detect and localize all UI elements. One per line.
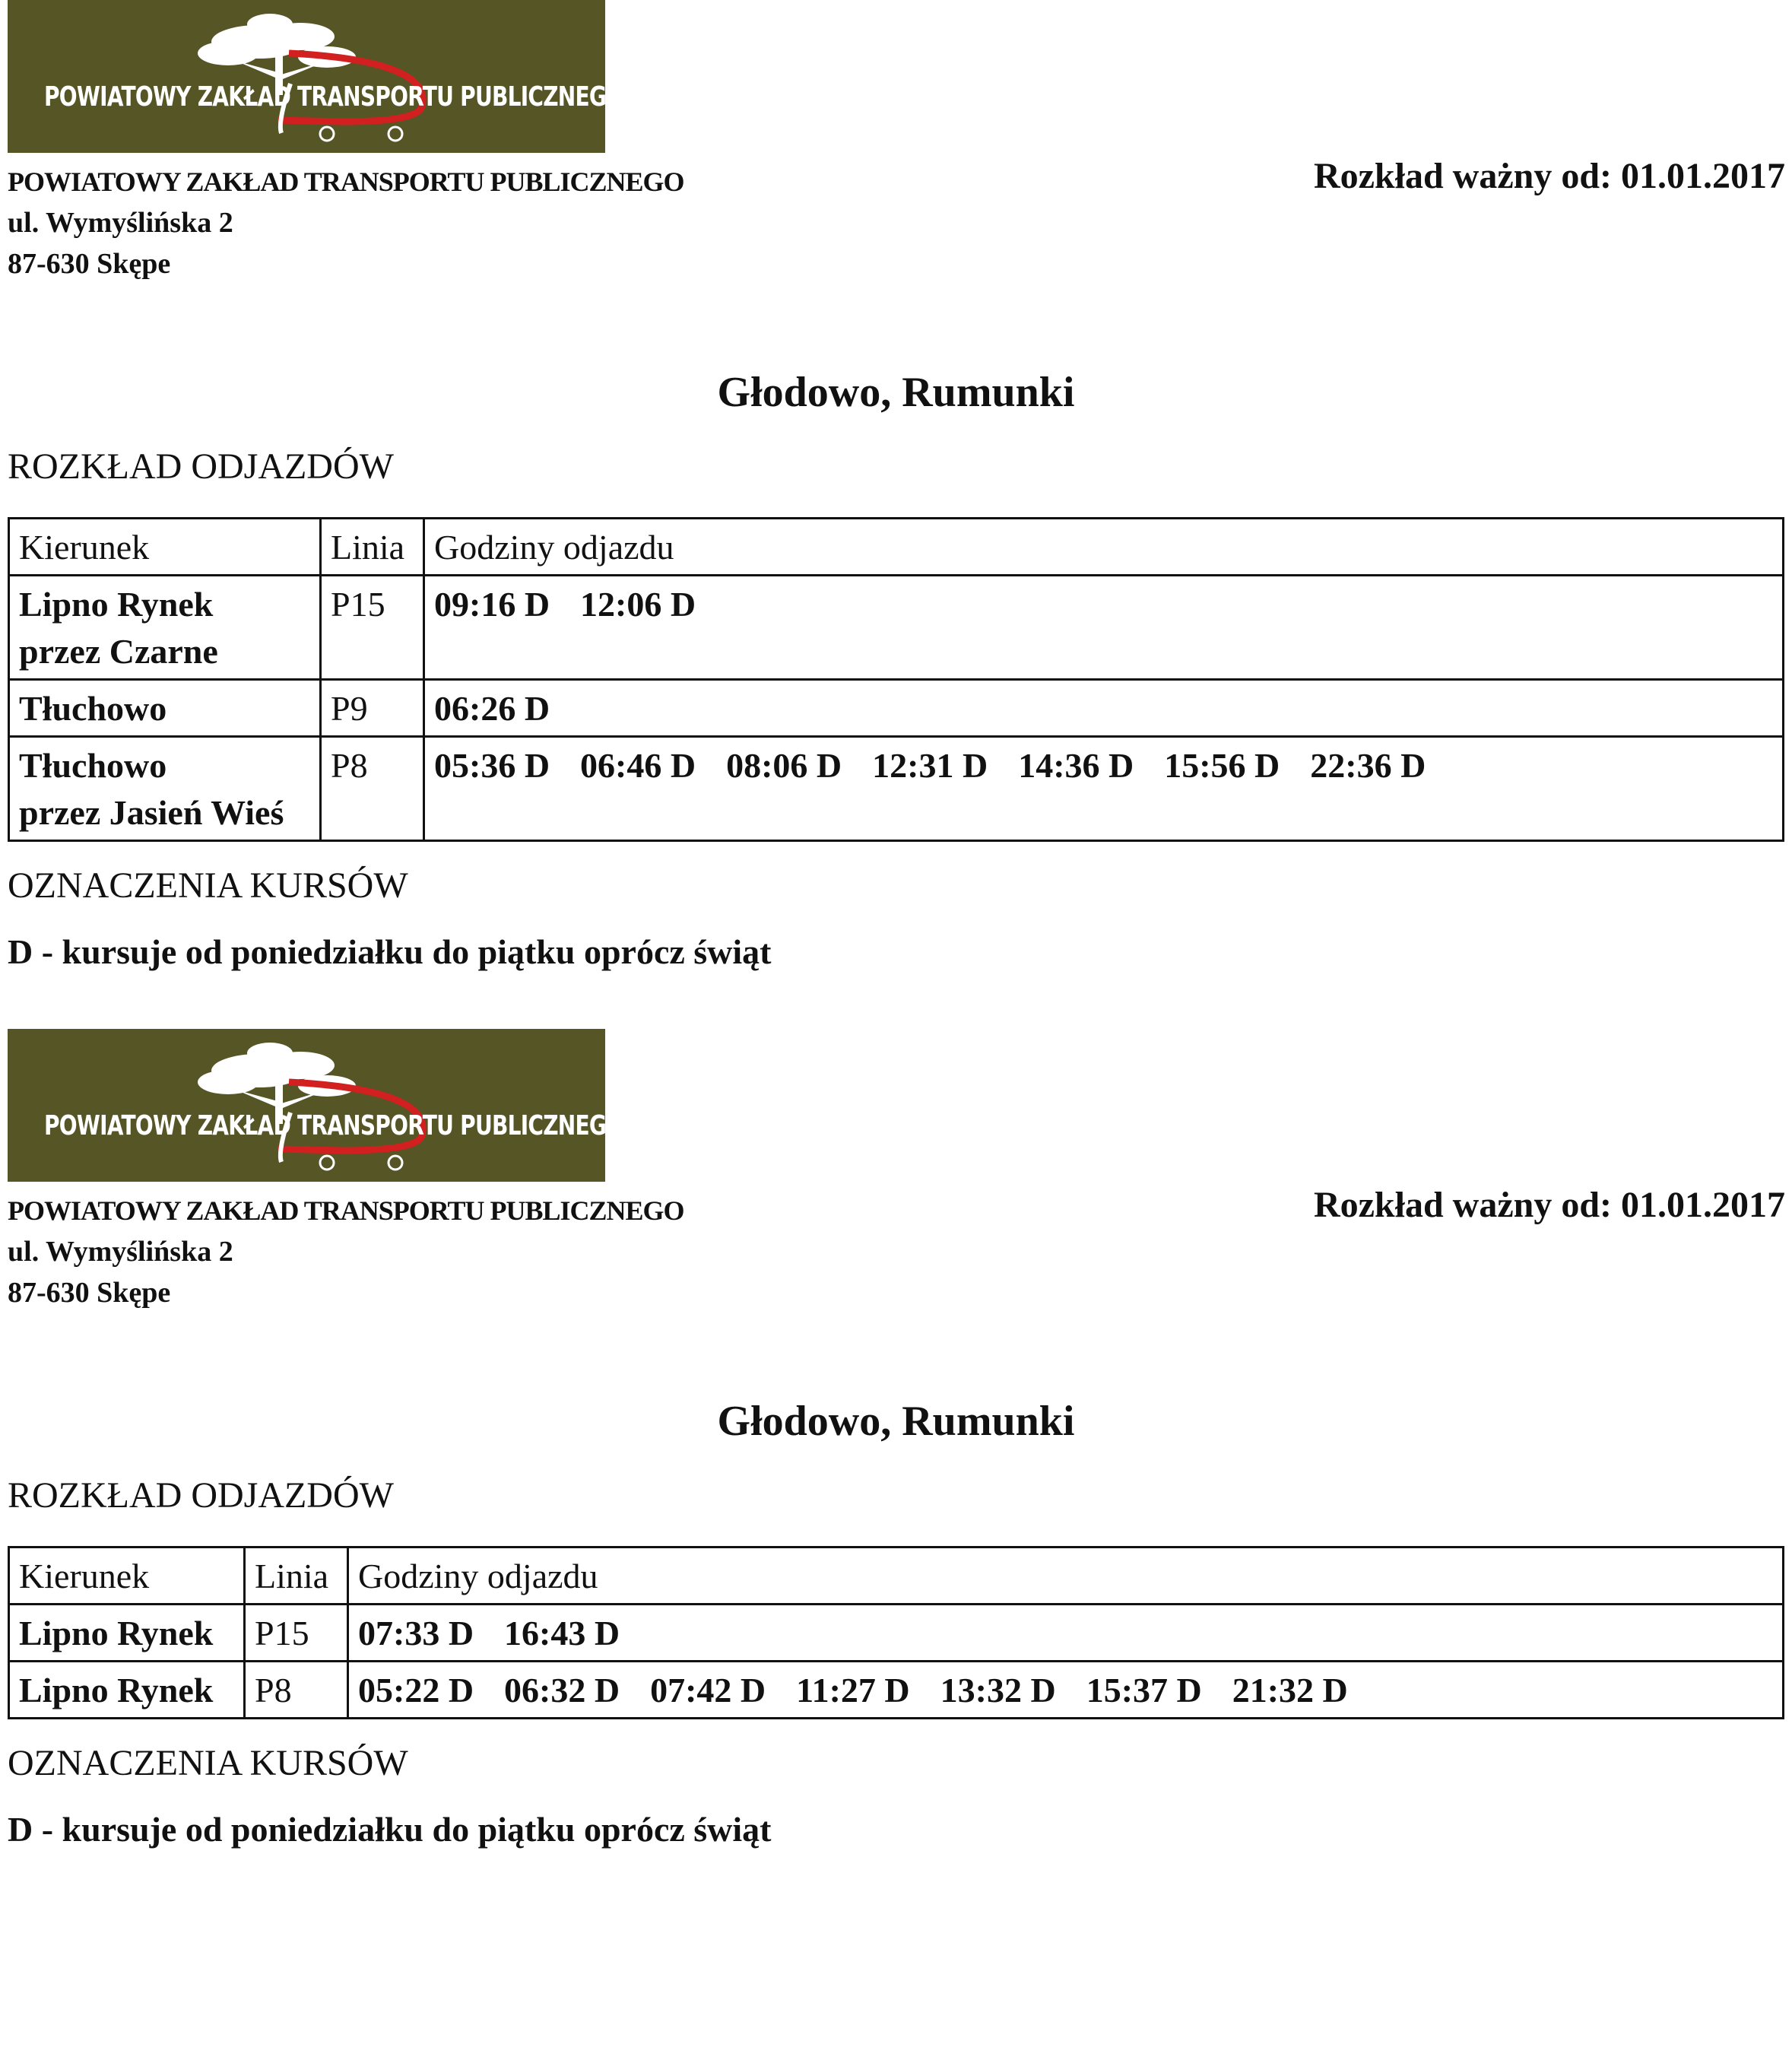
table-row (9, 576, 1784, 680)
times-cell (424, 737, 1784, 841)
direction-cell (9, 737, 321, 841)
departure-time: 15:56 D (1164, 746, 1280, 785)
times-cell (424, 576, 1784, 680)
table-header-row (9, 519, 1784, 576)
legend-text: D - kursuje od poniedziałku do piątku oprócz świąt (8, 1810, 772, 1849)
column-header: Kierunek (9, 519, 321, 576)
departure-time: 07:33 D (358, 1614, 474, 1652)
direction-cell (9, 576, 321, 680)
departure-time: 12:31 D (872, 746, 988, 785)
table-header-row (9, 1548, 1784, 1605)
tree-logo-graphic (8, 1029, 605, 1182)
column-header: Linia (321, 519, 424, 576)
departure-time: 06:46 D (580, 746, 696, 785)
table-row (9, 1662, 1784, 1719)
times-cell (348, 1605, 1784, 1662)
table-row (9, 1605, 1784, 1662)
departure-time: 14:36 D (1018, 746, 1134, 785)
departure-time: 15:37 D (1086, 1671, 1202, 1709)
tree-logo-graphic (8, 0, 605, 153)
line-cell: P8 (245, 1662, 348, 1719)
line-cell: P9 (321, 680, 424, 737)
departure-time: 13:32 D (940, 1671, 1056, 1709)
address-city: 87-630 Skępe (8, 248, 171, 280)
departure-time: 08:06 D (726, 746, 842, 785)
line-cell: P8 (321, 737, 424, 841)
column-header: Godziny odjazdu (424, 519, 1784, 576)
stop-name: Głodowo, Rumunki (717, 369, 1075, 416)
legend-text: D - kursuje od poniedziałku do piątku oprócz świąt (8, 932, 772, 971)
departure-time: 05:36 D (434, 746, 550, 785)
schedule-title: ROZKŁAD ODJAZDÓW (8, 1475, 394, 1516)
times-cell (424, 680, 1784, 737)
table-row (9, 737, 1784, 841)
logo-text: POWIATOWY ZAKŁAD TRANSPORTU PUBLICZNEGO (44, 1110, 624, 1141)
valid-from-date: Rozkład ważny od: 01.01.2017 (1313, 156, 1785, 196)
departure-time: 05:22 D (358, 1671, 474, 1709)
departures-table (8, 1546, 1784, 1719)
valid-from-date: Rozkład ważny od: 01.01.2017 (1313, 1185, 1785, 1225)
address-city: 87-630 Skępe (8, 1277, 171, 1309)
departure-time: 09:16 D (434, 585, 550, 624)
direction-text: przez Czarne (19, 632, 218, 671)
direction-cell (9, 680, 321, 737)
departure-time: 21:32 D (1232, 1671, 1348, 1709)
legend-title: OZNACZENIA KURSÓW (8, 865, 408, 906)
departure-time: 16:43 D (504, 1614, 620, 1652)
column-header: Kierunek (9, 1548, 245, 1605)
departure-time: 12:06 D (580, 585, 696, 624)
address-street: ul. Wymyślińska 2 (8, 1236, 233, 1268)
times-cell (348, 1662, 1784, 1719)
company-logo (8, 0, 624, 153)
direction-text: Lipno Rynek (19, 1671, 214, 1709)
company-address (8, 1190, 684, 1313)
table-row (9, 680, 1784, 737)
direction-text: Lipno Rynek (19, 1614, 214, 1652)
departure-time: 07:42 D (650, 1671, 766, 1709)
timetable-page (0, 1029, 1792, 2057)
direction-text: przez Jasień Wieś (19, 793, 284, 832)
departures-table (8, 517, 1784, 842)
company-name: POWIATOWY ZAKŁAD TRANSPORTU PUBLICZNEGO (8, 1195, 684, 1226)
line-cell: P15 (321, 576, 424, 680)
company-name: POWIATOWY ZAKŁAD TRANSPORTU PUBLICZNEGO (8, 167, 684, 197)
company-logo (8, 1029, 624, 1182)
column-header: Linia (245, 1548, 348, 1605)
company-address (8, 161, 684, 284)
direction-cell (9, 1605, 245, 1662)
direction-text: Tłuchowo (19, 746, 167, 785)
departure-time: 06:26 D (434, 689, 550, 728)
direction-text: Tłuchowo (19, 689, 167, 728)
direction-cell (9, 1662, 245, 1719)
departure-time: 22:36 D (1310, 746, 1426, 785)
schedule-title: ROZKŁAD ODJAZDÓW (8, 446, 394, 487)
stop-name: Głodowo, Rumunki (717, 1398, 1075, 1445)
departure-time: 06:32 D (504, 1671, 620, 1709)
timetable-page (0, 0, 1792, 1028)
column-header: Godziny odjazdu (348, 1548, 1784, 1605)
legend-title: OZNACZENIA KURSÓW (8, 1743, 408, 1783)
direction-text: Lipno Rynek (19, 585, 214, 624)
logo-text: POWIATOWY ZAKŁAD TRANSPORTU PUBLICZNEGO (44, 81, 624, 113)
departure-time: 11:27 D (796, 1671, 910, 1709)
address-street: ul. Wymyślińska 2 (8, 207, 233, 239)
line-cell: P15 (245, 1605, 348, 1662)
